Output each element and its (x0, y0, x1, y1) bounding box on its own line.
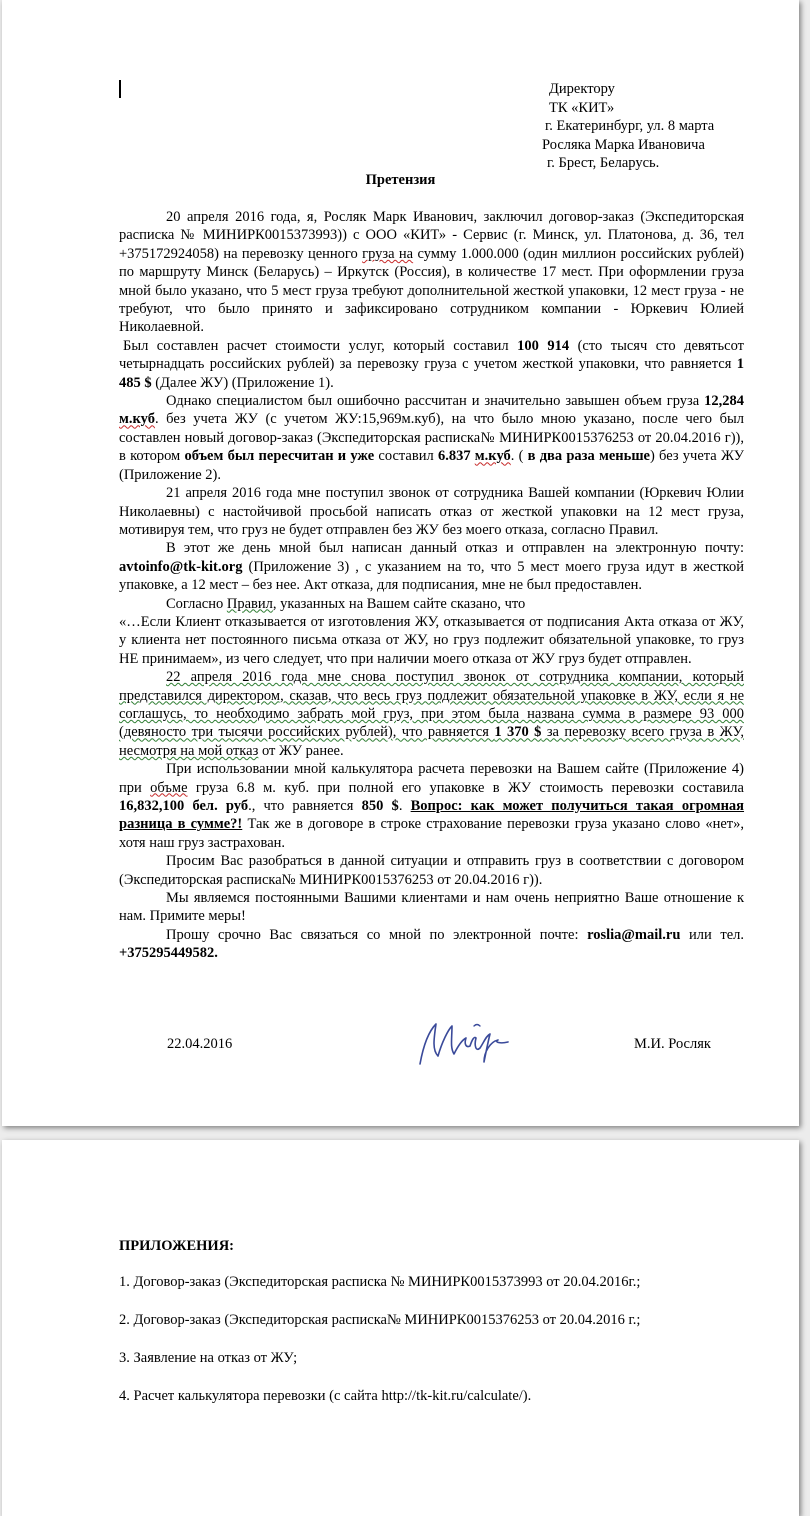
text: (сто тысяч сто девятьсот четырнадцать российских рублей) за перевозку груза с учетом жесткой упаковки, что равняется (119, 337, 745, 373)
text: (Приложение 3) , с указанием на то, что 5 мест моего груза идут в жесткой упаковке, а 12 мест – без нее. Акт отказа, для подписания, мне не был предоставлен. (119, 558, 744, 594)
text: Так же в договоре в строке страхование перевозки груза указано слово «нет», хотя наш груз застрахован. (119, 816, 745, 851)
addressee-line: Росляка Марка Ивановича (542, 136, 705, 153)
signer-name: М.И. Росляк (634, 1036, 711, 1052)
addressee-line: г. Брест, Беларусь. (547, 155, 660, 171)
text: объме (150, 779, 188, 796)
text: от ЖУ ранее. (258, 742, 344, 759)
handwritten-signature (414, 1012, 524, 1072)
paragraph: Просим Вас разобраться в данной ситуации и отправить груз в соответствии с договором (Экспедиторская расписка№ МИНИРК0015376253 от 20.04.2016 г)). (119, 853, 744, 888)
text: груза 6.8 м. куб. при полной его упаковке в ЖУ стоимость перевозки составила (187, 779, 744, 796)
bold-text: 1 370 $ (494, 724, 542, 741)
text: Однако специалистом был ошибочно рассчитан и значительно завышен объем груза (166, 393, 705, 410)
text-cursor (119, 80, 121, 98)
addressee-block (542, 80, 715, 173)
text: ., что равняется (248, 798, 362, 814)
text: , указанных на Вашем сайте сказано, что (272, 595, 526, 612)
text: В этот же день мной был написан данный отказ и отправлен на электронную почту: (166, 540, 744, 557)
text: (Далее ЖУ) (Приложение 1). (151, 374, 334, 391)
bold-text: 100 914 (517, 337, 570, 354)
paragraph (119, 337, 744, 392)
document-body (119, 208, 744, 963)
text: . (398, 798, 411, 814)
text: за перевозку всего груза в ЖУ, несмотря на мой отказ (119, 724, 744, 759)
appendix-item: 3. Заявление на отказ от ЖУ; (119, 1350, 298, 1366)
text: груза на (362, 245, 414, 262)
bold-text: 1 485 $ (119, 356, 744, 391)
appendix-item: 4. Расчет калькулятора перевозки (с сайта http://tk-kit.ru/calculate/). (119, 1388, 532, 1404)
document-title: Претензия (365, 172, 436, 188)
text: ) без учета ЖУ (Приложение 2). (119, 448, 745, 483)
appendix-item: 2. Договор-заказ (Экспедиторская расписка№ МИНИРК0015376253 от 20.04.2016 г.; (119, 1312, 641, 1328)
bold-text: м.куб (119, 411, 155, 428)
quote-paragraph: «…Если Клиент отказывается от изготовления ЖУ, отказывается от подписания Акта отказа от ЖУ, у клиента нет постоянного письма отказа от ЖУ, но груз подлежит обязательной упаковке, то груз НЕ принимаем», из чего следует, что при наличии моего отказа от ЖУ груз будет отправлен. (119, 613, 744, 667)
text: Согласно (166, 595, 227, 612)
appendix-item: 1. Договор-заказ (Экспедиторская расписка № МИНИРК0015373993 от 20.04.2016г.; (119, 1274, 641, 1290)
appendix-title: ПРИЛОЖЕНИЯ: (119, 1238, 235, 1254)
bold-underlined-text: Вопрос: как может получиться такая огромная разница в сумме?! (119, 798, 745, 833)
bold-text: м.куб (474, 448, 511, 465)
paragraph (119, 208, 744, 337)
bold-text: 6.837 (437, 448, 475, 465)
bold-text: объем был пересчитан и уже (184, 448, 375, 465)
text: При использовании мной калькулятора расчета перевозки на Вашем сайте (Приложение 4) при (119, 761, 744, 796)
document-page-1 (2, 0, 799, 1126)
text: . ( (510, 448, 528, 465)
text: 20 апреля 2016 года, я, Росляк Марк Иванович, заключил договор-заказ (Экспедиторская расписка № МИНИРК0015373993)) с ООО «КИТ» - Сервис (г. Минск, ул. Платонова, д. 36, тел +375172924058) на перевозку ценного (119, 209, 744, 262)
paragraph (119, 760, 744, 852)
phone-text: +375295449582. (119, 945, 218, 962)
text: сумму 1.000.000 (один миллион российских рублей) по маршруту Минск (Беларусь) – Иркутск (Россия), в количестве 17 мест. При оформлении груза мной было указано, что 5 мест груза требуют дополнительной жесткой упаковки, 12 мест груза - не требуют, что было принято и зафиксировано сотрудником компании - Юркевич Юлией Николаевной. (119, 245, 745, 336)
document-page-2 (2, 1140, 799, 1516)
paragraph (119, 595, 744, 613)
paragraph: Мы являемся постоянными Вашими клиентами и нам очень неприятно Ваше отношение к нам. Примите меры! (119, 890, 744, 925)
bold-text: в два раза меньше (527, 448, 650, 465)
email-text: roslia@mail.ru (587, 926, 681, 943)
bold-text: 850 $ (361, 798, 399, 814)
text: или тел. (680, 926, 744, 943)
text: Прошу срочно Вас связаться со мной по электронной почте: (166, 926, 588, 943)
email-text: avtoinfo@tk-kit.org (119, 558, 243, 575)
addressee-line: г. Екатеринбург, ул. 8 марта (545, 118, 715, 134)
text: . без учета ЖУ (с учетом ЖУ:15,969м.куб), на что было мною указано, после чего был составлен новый договор-заказ (Экспедиторская расписка№ МИНИРК0015376253 от 20.04.2016 г)), в котором (119, 411, 744, 465)
paragraph (119, 926, 744, 963)
bold-text: 12,284 (704, 393, 744, 410)
text: Был составлен расчет стоимости услуг, который составил (123, 337, 518, 354)
signature-date: 22.04.2016 (167, 1036, 233, 1052)
addressee-line: ТК «КИТ» (549, 99, 615, 116)
text: Правил (226, 595, 273, 612)
paragraph (119, 539, 744, 594)
bold-text: 16,832,100 бел. руб (119, 798, 249, 814)
paragraph: 21 апреля 2016 года мне поступил звонок от сотрудника Вашей компании (Юркевич Юлии Николаевны) с настойчивой просьбой написать отказ от жесткой упаковки на 12 мест груза, мотивируя тем, что груз не будет отправлен без ЖУ без моего отказа, согласно Правил. (119, 485, 744, 538)
paragraph (119, 668, 744, 760)
text: составил (374, 448, 438, 465)
addressee-line: Директору (549, 81, 615, 97)
paragraph (119, 392, 744, 484)
text: 22 апреля 2016 года мне снова поступил звонок от сотрудника компании, который представился директором, сказав, что весь груз подлежит обязательной упаковке в ЖУ, если я не соглашусь, то необходимо забрать мой груз, при этом была названа сумма в размере 93 000 (девяносто три тысячи российских рублей), что равняется (119, 669, 744, 741)
